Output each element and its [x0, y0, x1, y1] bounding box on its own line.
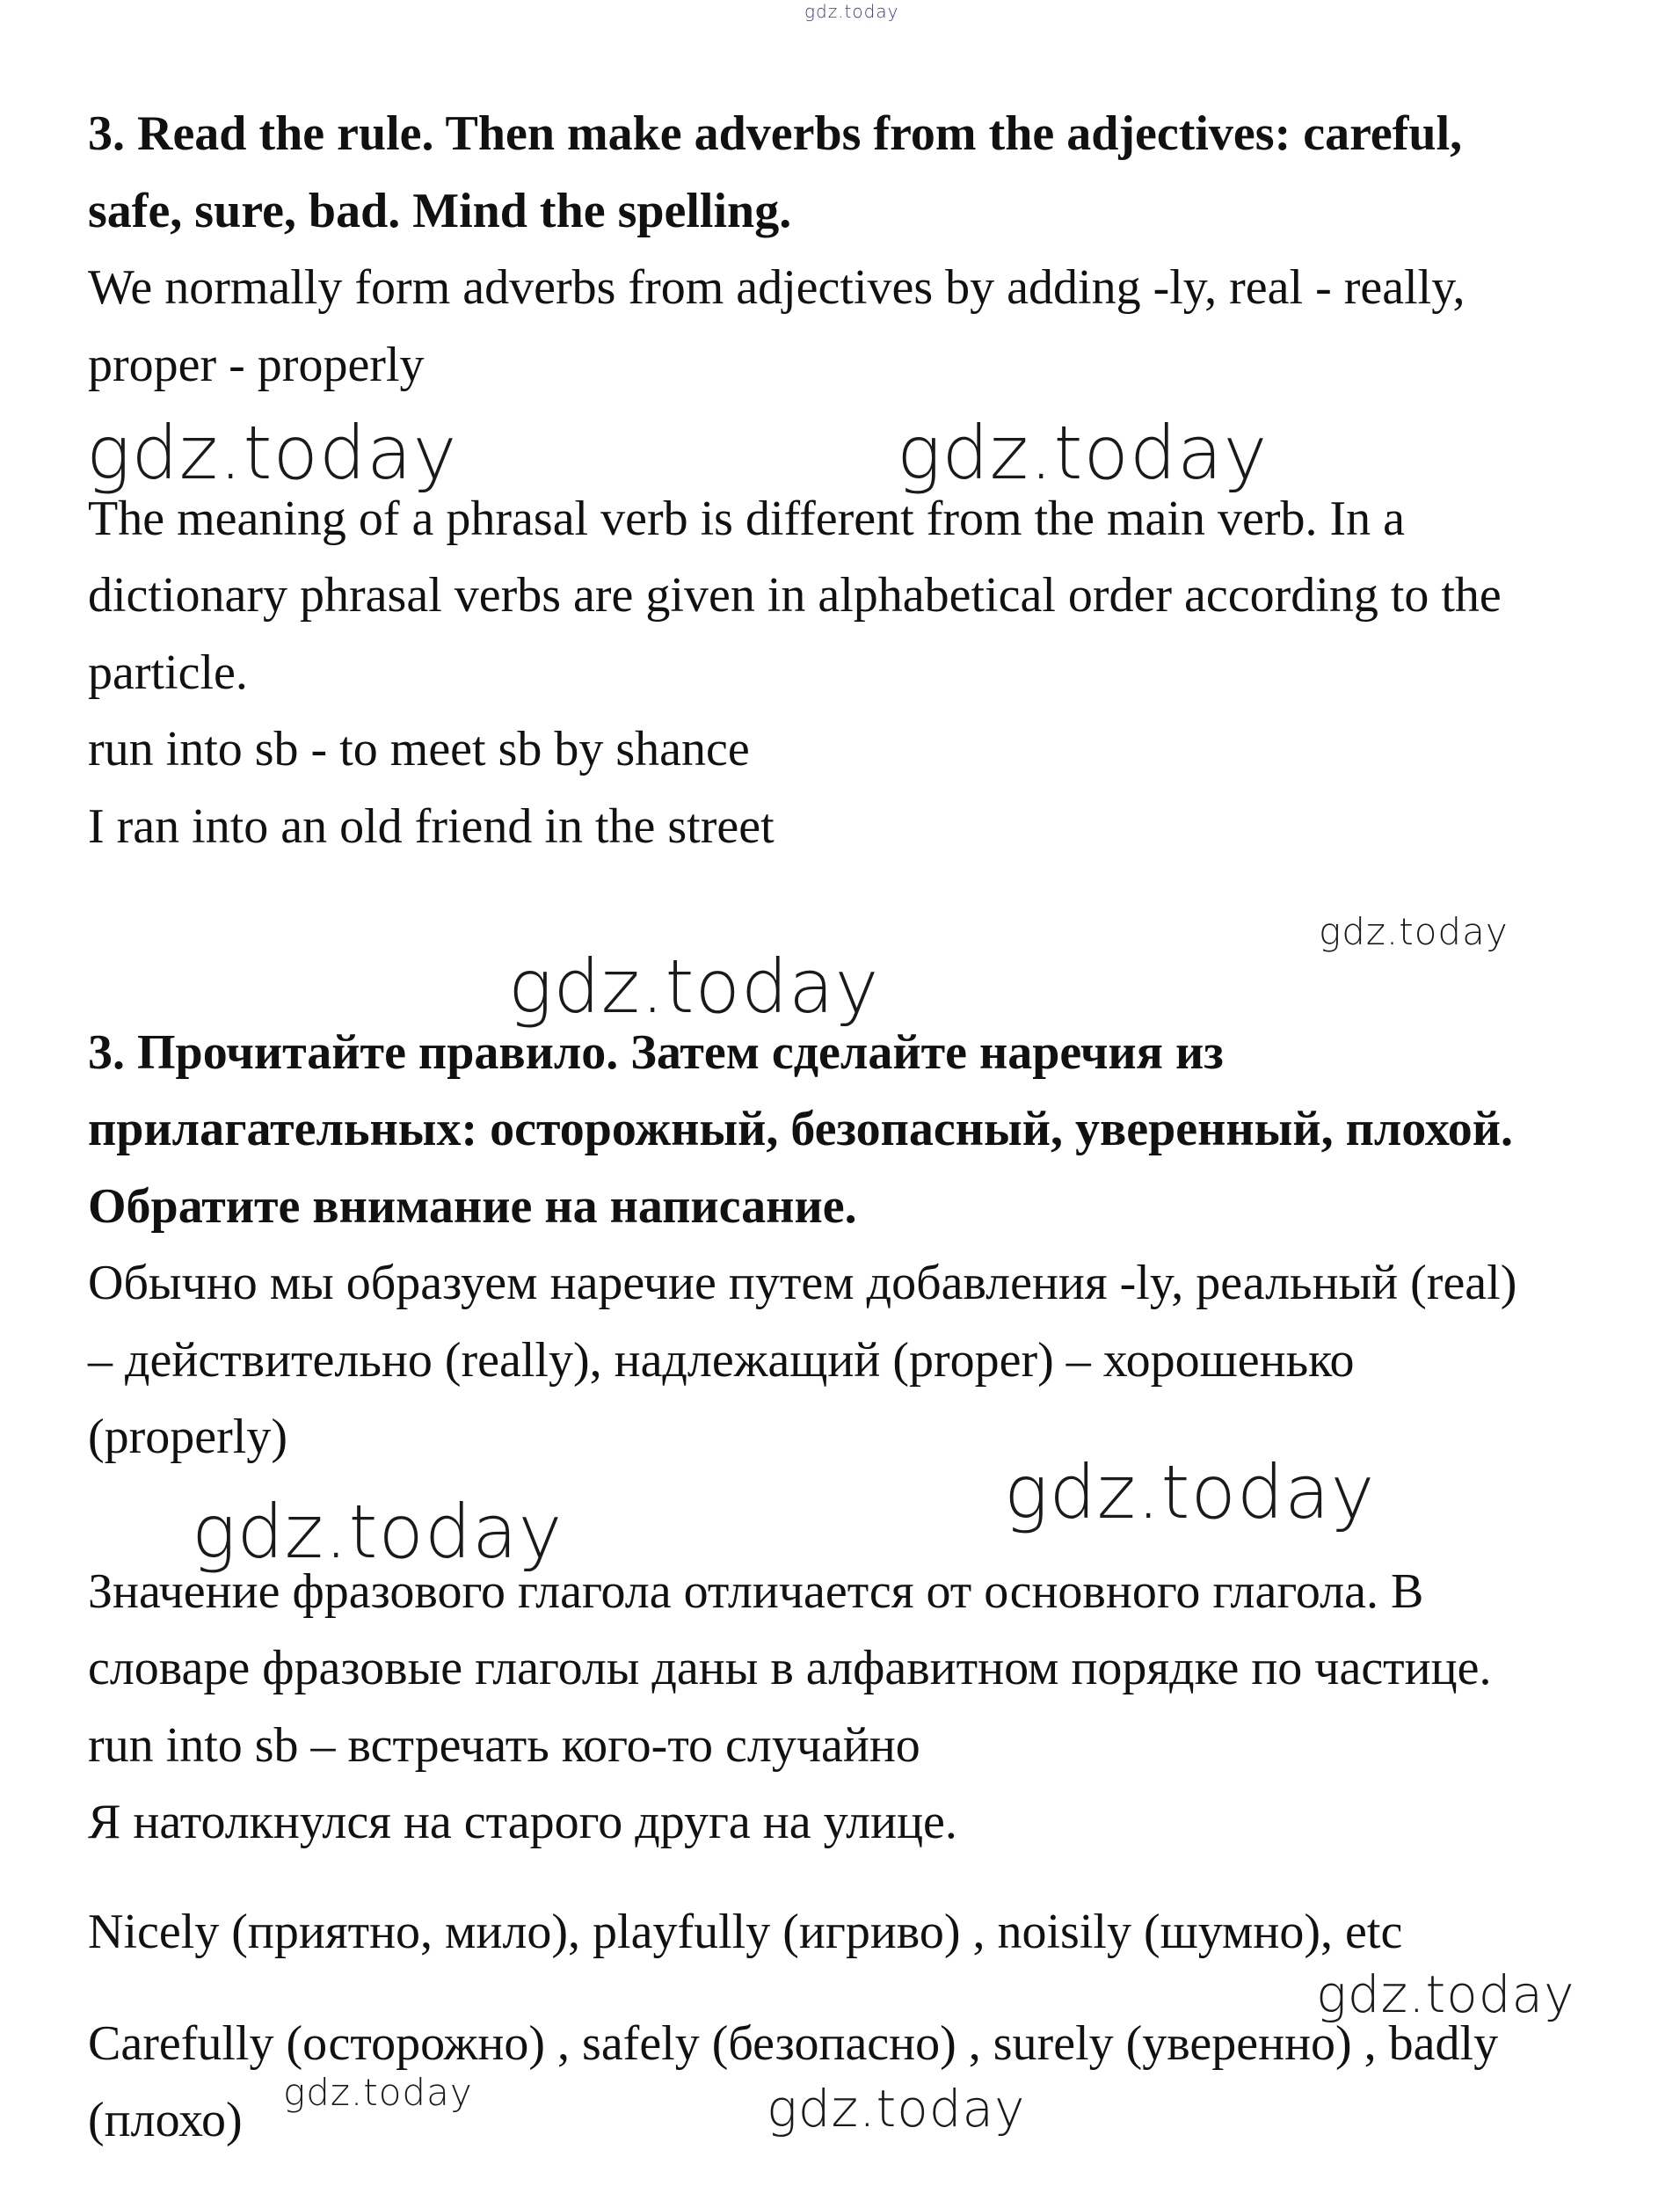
phrasal-en-line2: dictionary phrasal verbs are given in alphabetical order according to the [88, 568, 1502, 623]
phrasal-en-line1: The meaning of a phrasal verb is different from the main verb. In a [88, 492, 1405, 546]
watermark-top: gdz.today [804, 1, 899, 22]
watermark: gdz.today [192, 1489, 564, 1575]
example-definition-ru: run into sb – встречать кого-то случайно [88, 1718, 920, 1773]
watermark: gdz.today [508, 944, 880, 1030]
example-definition-en: run into sb - to meet sb by shance [88, 722, 750, 776]
answer-line3: (плохо) [88, 2093, 243, 2147]
watermark: gdz.today [897, 410, 1269, 496]
watermark: gdz.today [283, 2071, 473, 2114]
watermark: gdz.today [767, 2079, 1026, 2139]
answer-line2: Carefully (осторожно) , safely (безопасно) , surely (уверенно) , badly [88, 2016, 1499, 2071]
example-sentence-en: I ran into an old friend in the street [88, 799, 775, 854]
rule-ru-line3: (properly) [88, 1410, 288, 1464]
example-sentence-ru: Я натолкнулся на старого друга на улице. [88, 1795, 957, 1849]
phrasal-ru-line2: словаре фразовые глаголы даны в алфавитном порядке по частице. [88, 1641, 1492, 1695]
watermark: gdz.today [1004, 1449, 1376, 1535]
task-heading-en-line1: 3. Read the rule. Then make adverbs from the adjectives: careful, [88, 106, 1463, 161]
watermark: gdz.today [1316, 1964, 1575, 2024]
rule-ru-line2: – действительно (really), надлежащий (proper) – хорошенько [88, 1333, 1355, 1388]
task-heading-ru-line3: Обратите внимание на написание. [88, 1179, 857, 1234]
watermark: gdz.today [1319, 910, 1509, 953]
rule-en-line1: We normally form adverbs from adjectives by adding -ly, real - really, [88, 260, 1465, 315]
phrasal-ru-line1: Значение фразового глагола отличается от основного глагола. В [88, 1564, 1424, 1619]
phrasal-en-line3: particle. [88, 645, 248, 700]
rule-en-line2: proper - properly [88, 338, 425, 392]
rule-ru-line1: Обычно мы образуем наречие путем добавления -ly, реальный (real) [88, 1256, 1517, 1310]
task-heading-ru-line1: 3. Прочитайте правило. Затем сделайте наречия из [88, 1025, 1224, 1080]
task-heading-ru-line2: прилагательных: осторожный, безопасный, уверенный, плохой. [88, 1102, 1514, 1156]
answer-line1: Nicely (приятно, мило), playfully (игриво) , noisily (шумно), etc [88, 1905, 1403, 1959]
watermark: gdz.today [86, 410, 458, 496]
task-heading-en-line2: safe, sure, bad. Mind the spelling. [88, 184, 792, 238]
